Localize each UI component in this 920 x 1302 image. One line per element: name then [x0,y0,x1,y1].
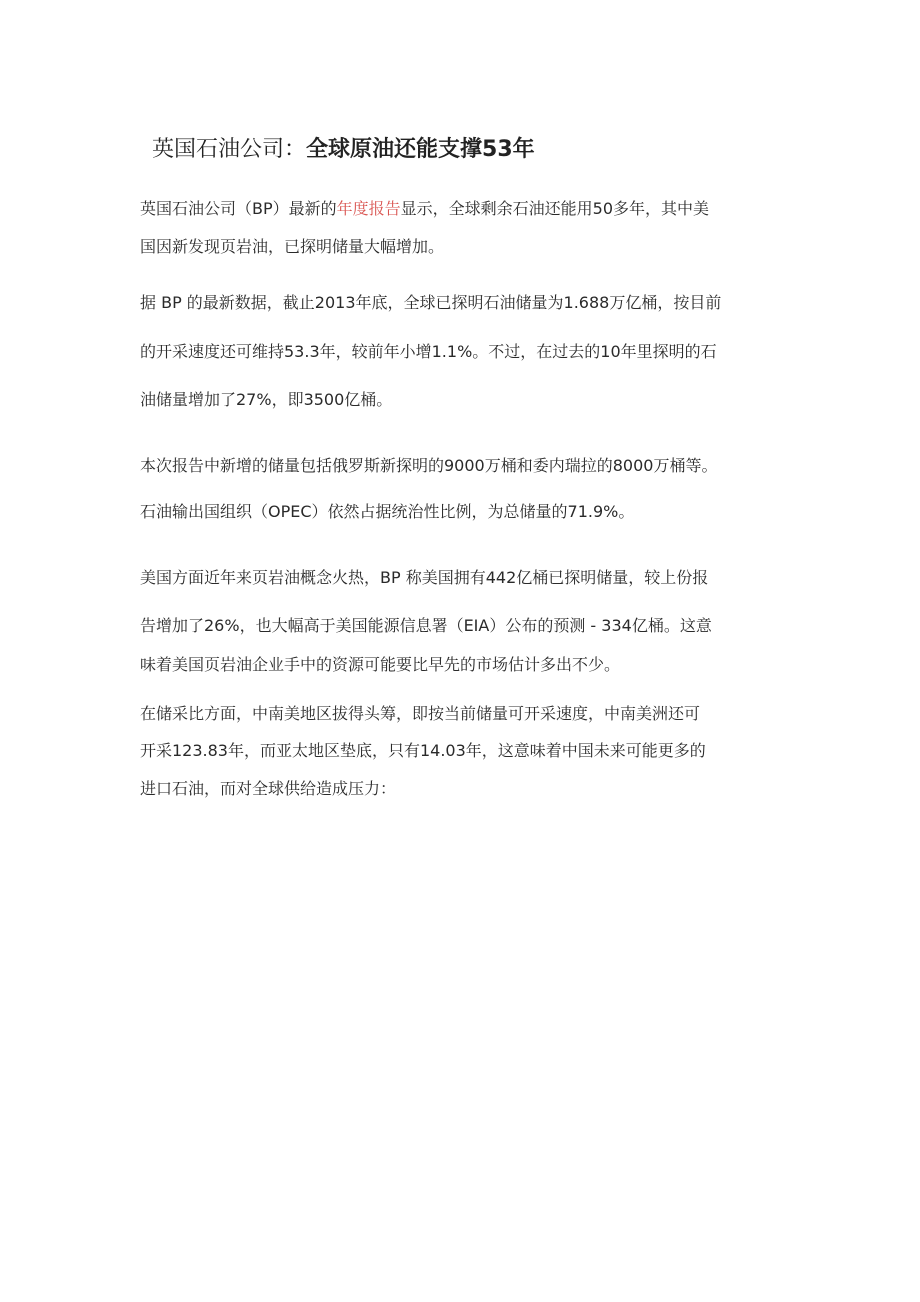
paragraph-4-line-3: 味着美国页岩油企业手中的资源可能要比早先的市场估计多出不少。 [140,655,621,674]
paragraph-1-line-2: 国因新发现页岩油，已探明储量大幅增加。 [140,237,445,256]
paragraph-4-line-1: 美国方面近年来页岩油概念火热，BP 称美国拥有442亿桶已探明储量，较上份报 [140,568,709,587]
paragraph-5-line-3: 进口石油，而对全球供给造成压力： [140,779,397,798]
paragraph-1-text-a: 英国石油公司（BP）最新的 [140,199,337,218]
paragraph-2-line-1: 据 BP 的最新数据，截止2013年底，全球已探明石油储量为1.688万亿桶，按目前 [140,293,722,312]
paragraph-2-line-2: 的开采速度还可维持53.3年，较前年小增1.1%。不过，在过去的10年里探明的石 [140,342,717,361]
article-title [152,135,535,165]
paragraph-1-text-b: 显示，全球剩余石油还能用50多年，其中美 [400,199,710,218]
annual-report-link[interactable]: 年度报告 [336,199,401,218]
paragraph-4-line-2: 告增加了26%，也大幅高于美国能源信息署（EIA）公布的预测 - 334亿桶。这意 [140,616,712,635]
paragraph-1-line-1 [140,197,709,221]
article-title-part2: 全球原油还能支撑53年 [306,137,535,162]
paragraph-3-line-2: 石油输出国组织（OPEC）依然占据统治性比例，为总储量的71.9%。 [140,502,635,521]
article-title-part1: 英国石油公司： [152,137,307,162]
paragraph-5-line-1: 在储采比方面，中南美地区拔得头筹，即按当前储量可开采速度，中南美洲还可 [140,704,701,723]
paragraph-2-line-3: 油储量增加了27%，即3500亿桶。 [140,390,393,409]
paragraph-5-line-2: 开采123.83年，而亚太地区垫底，只有14.03年，这意味着中国未来可能更多的 [140,741,706,760]
paragraph-3-line-1: 本次报告中新增的储量包括俄罗斯新探明的9000万桶和委内瑞拉的8000万桶等。 [140,456,718,475]
